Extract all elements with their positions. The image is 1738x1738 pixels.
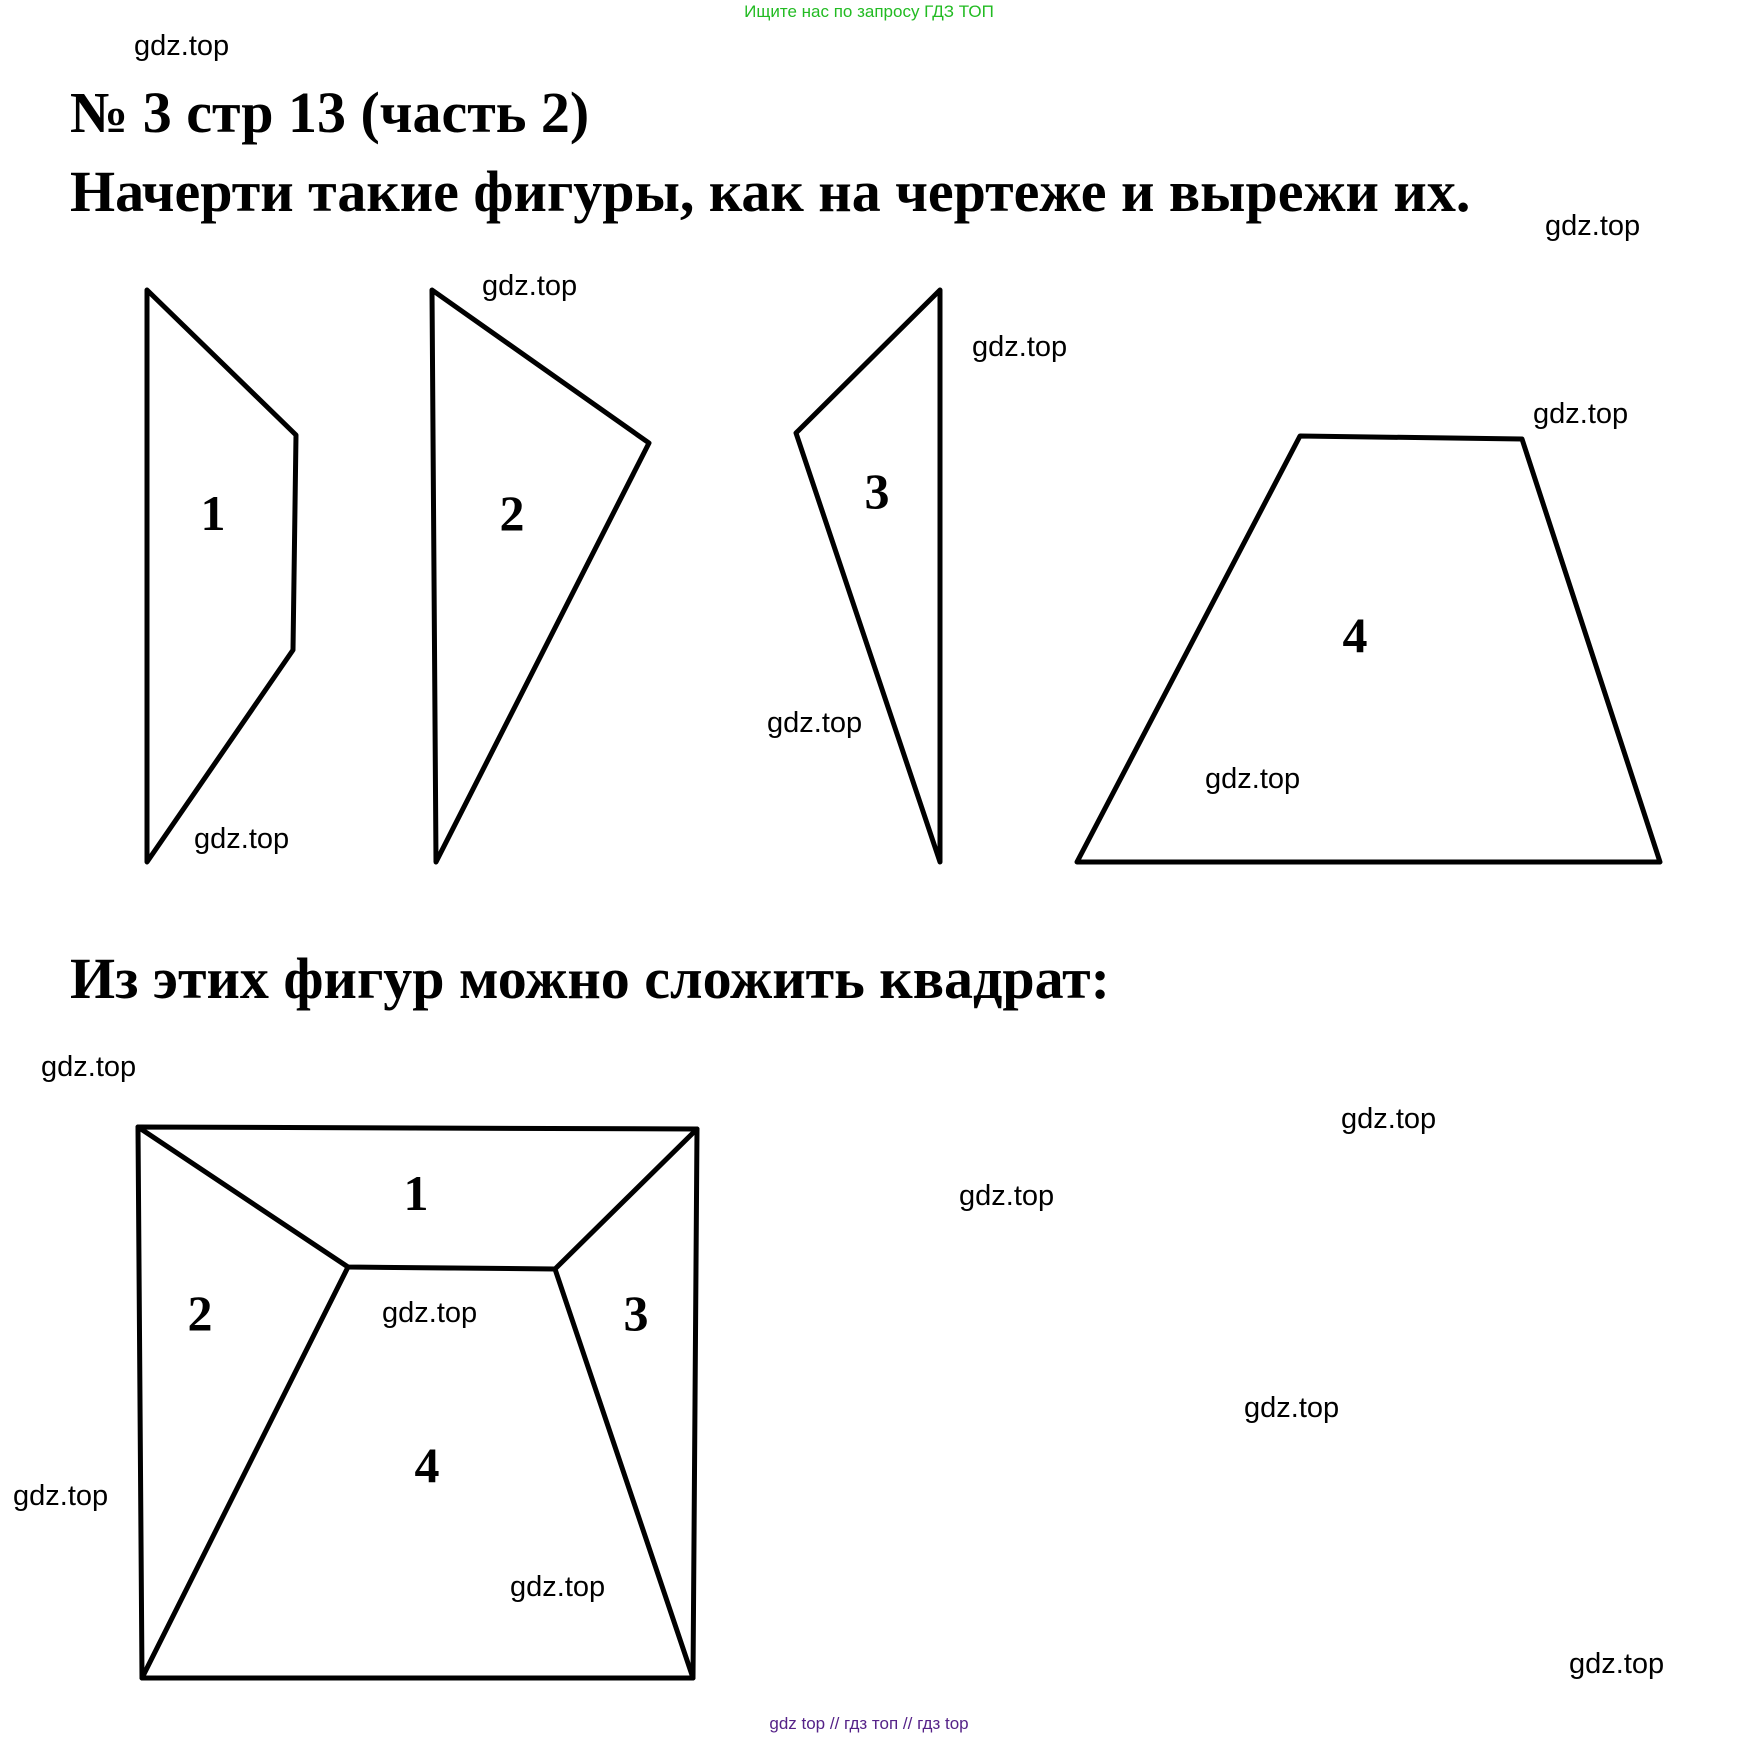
square-caption-heading: Из этих фигур можно сложить квадрат:	[70, 946, 1110, 1011]
watermark: gdz.top	[134, 30, 230, 62]
watermark: gdz.top	[510, 1571, 606, 1603]
watermark: gdz.top	[1341, 1103, 1437, 1135]
watermark: gdz.top	[1244, 1392, 1340, 1424]
figure-3-label: 3	[864, 463, 890, 519]
square-divider-left	[142, 1267, 348, 1678]
footer-link-gdz-top[interactable]: gdz top	[769, 1714, 826, 1733]
figure-4-shape	[1077, 436, 1660, 862]
watermark: gdz.top	[1545, 210, 1641, 242]
figure-1-label: 1	[200, 485, 226, 541]
watermark: gdz.top	[13, 1480, 109, 1512]
watermark: gdz.top	[972, 331, 1068, 363]
square-label-4: 4	[414, 1437, 440, 1493]
square-label-3: 3	[623, 1285, 649, 1341]
watermark: gdz.top	[482, 270, 578, 302]
footer-link-gdz-top-mixed[interactable]: гдз top	[917, 1714, 969, 1733]
watermark: gdz.top	[1533, 398, 1629, 430]
watermark: gdz.top	[1205, 763, 1301, 795]
watermark: gdz.top	[41, 1051, 137, 1083]
square-label-2: 2	[187, 1285, 213, 1341]
watermark: gdz.top	[382, 1297, 478, 1329]
footer-separator: //	[829, 1714, 840, 1733]
task-number-heading: № 3 стр 13 (часть 2)	[70, 80, 590, 145]
square-label-1: 1	[403, 1165, 429, 1221]
figure-1-shape	[147, 290, 296, 862]
figure-2-label: 2	[499, 485, 525, 541]
footer-link-gdz-top-ru[interactable]: гдз топ	[844, 1714, 899, 1733]
watermark: gdz.top	[959, 1180, 1055, 1212]
watermark: gdz.top	[1569, 1648, 1665, 1680]
footer-separator: //	[902, 1714, 913, 1733]
watermark: gdz.top	[194, 823, 290, 855]
task-instruction-heading: Начерти такие фигуры, как на чертеже и вырежи их.	[70, 159, 1471, 224]
watermark: gdz.top	[767, 707, 863, 739]
figure-3-shape	[796, 290, 940, 862]
figure-2-shape	[432, 290, 649, 862]
banner-text: Ищите нас по запросу ГДЗ ТОП	[744, 2, 994, 21]
footer-links	[0, 1714, 1738, 1734]
figure-4-label: 4	[1342, 607, 1368, 663]
